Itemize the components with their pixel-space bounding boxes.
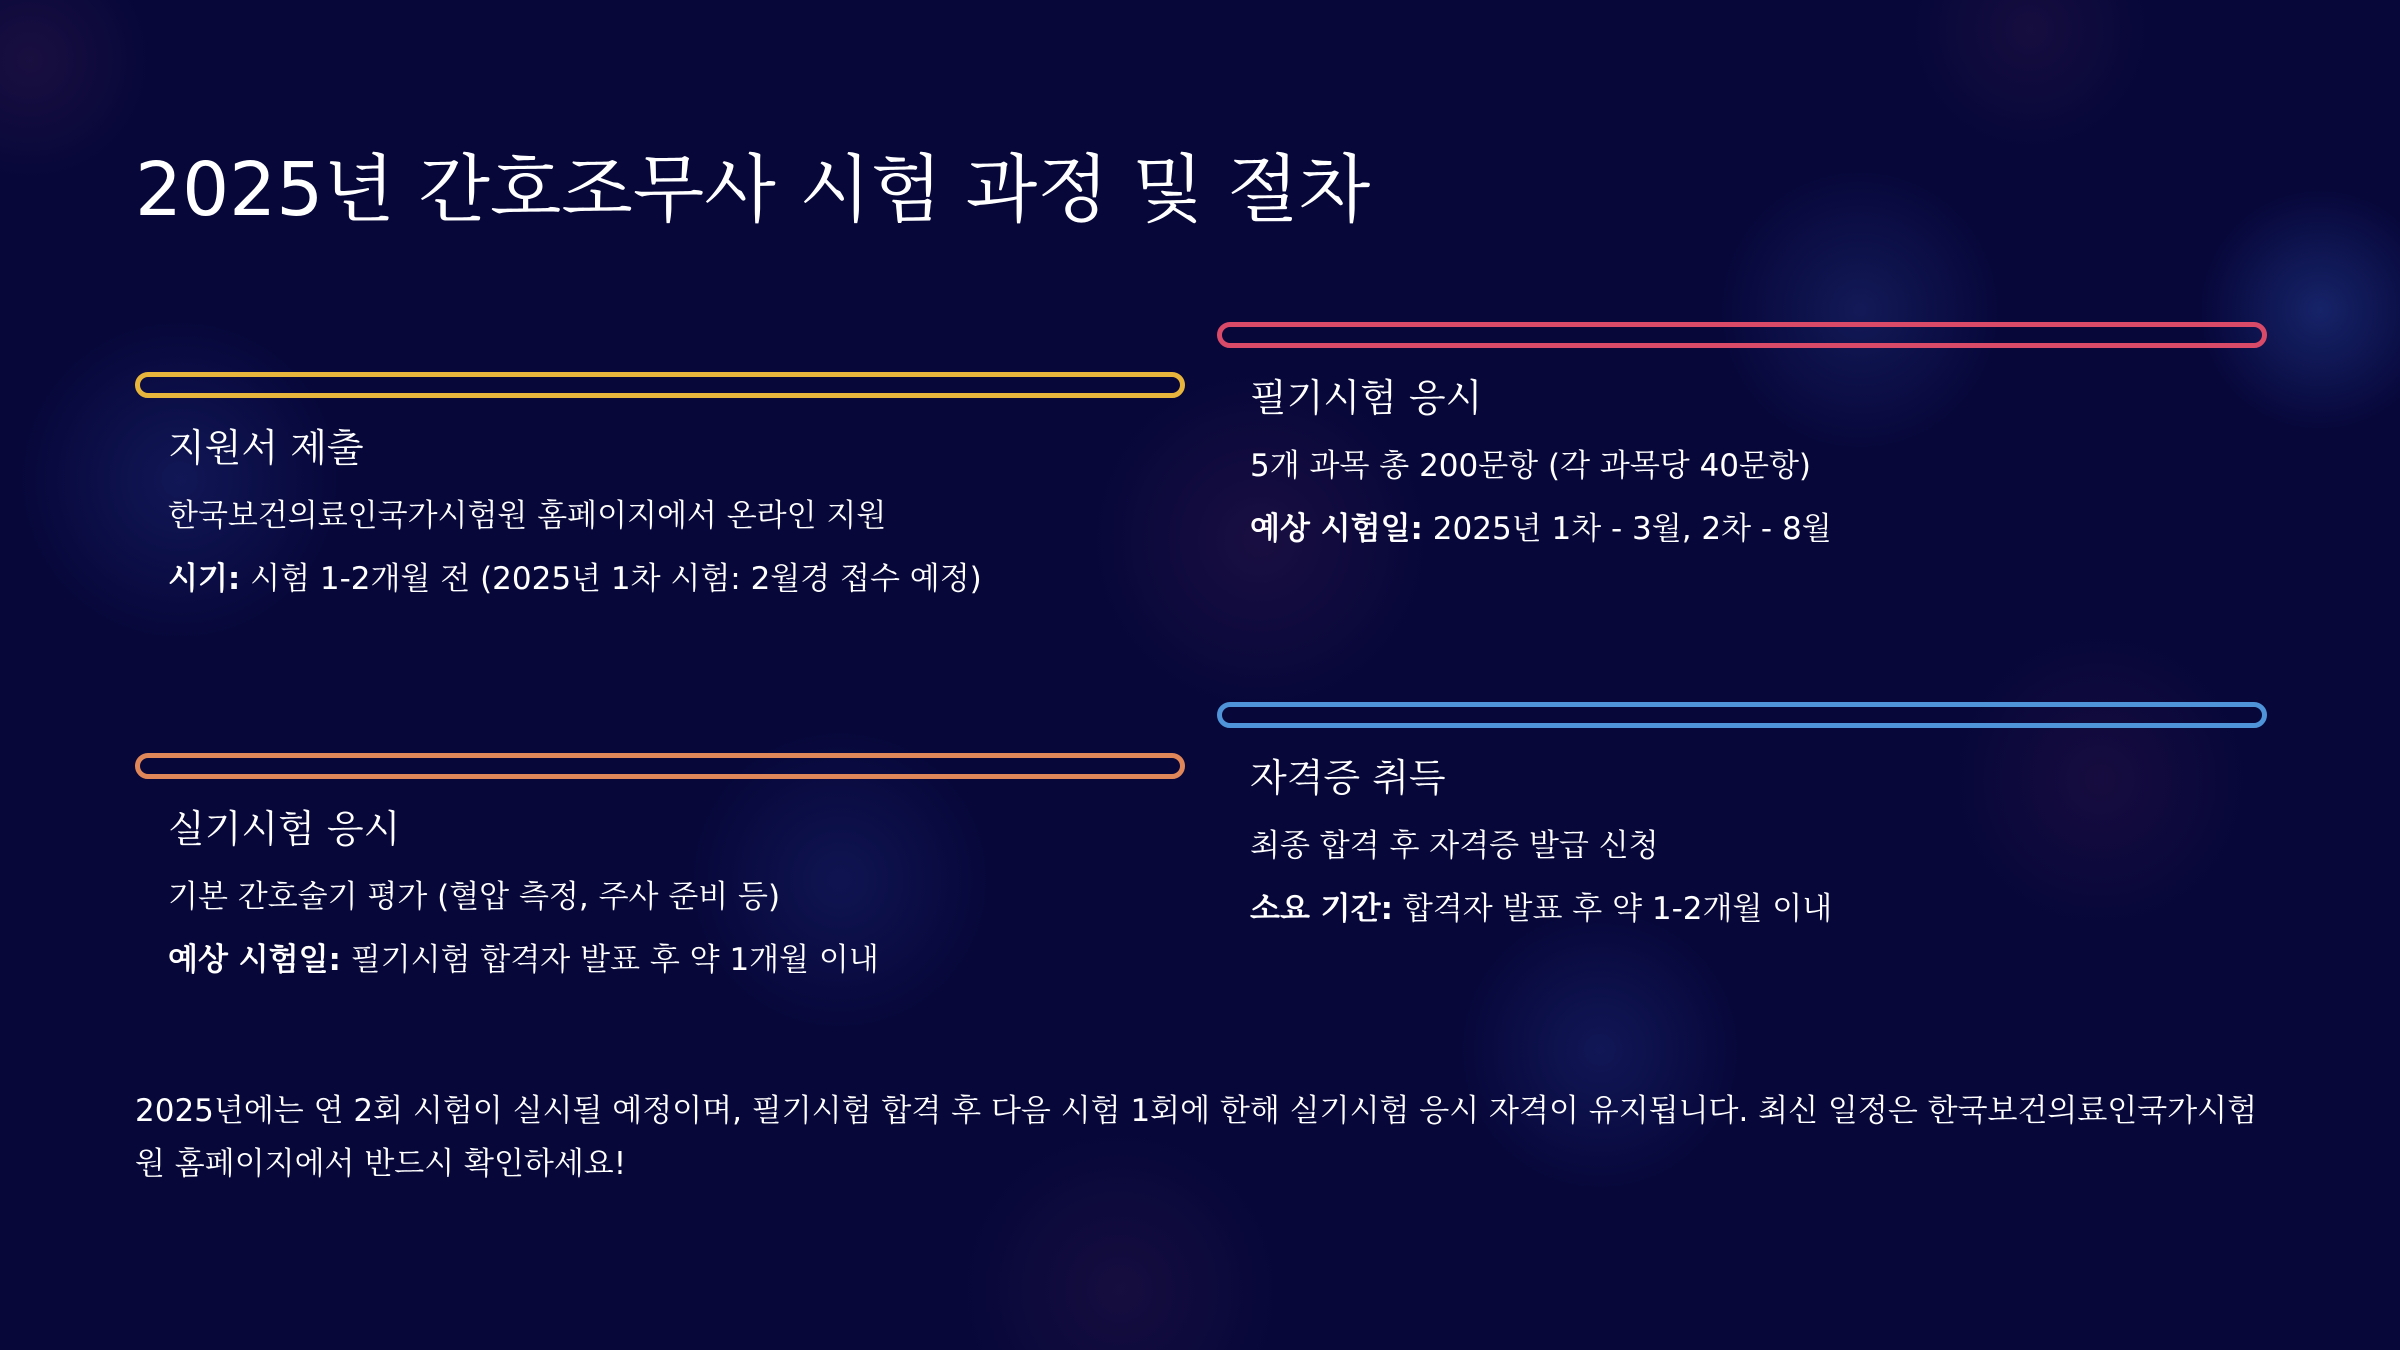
- step-card-license: [1217, 702, 2267, 928]
- step-detail: [168, 561, 1185, 598]
- step-detail: [1250, 891, 2267, 928]
- step-detail-value: 2025년 1차 - 3월, 2차 - 8월: [1422, 510, 1832, 547]
- step-bar-blue: [1217, 702, 2267, 728]
- step-title: 필기시험 응시: [1250, 376, 1483, 420]
- step-detail-label: 예상 시험일:: [1250, 510, 1423, 547]
- step-detail-label: 시기:: [168, 560, 241, 597]
- step-bar-orange: [135, 753, 1185, 779]
- step-detail: [168, 942, 1185, 979]
- step-detail-label: 소요 기간:: [1250, 890, 1393, 927]
- footer-note: 2025년에는 연 2회 시험이 실시될 예정이며, 필기시험 합격 후 다음 시험 1회에 한해 실기시험 응시 자격이 유지됩니다. 최신 일정은 한국보건의료인국가시험원 홈페이지에서 반드시 확인하세요!: [135, 1093, 2258, 1182]
- step-detail-value: 합격자 발표 후 약 1-2개월 이내: [1392, 890, 1833, 927]
- step-card-application: [135, 372, 1185, 598]
- step-title: 자격증 취득: [1250, 756, 1446, 800]
- page-title: 2025년 간호조무사 시험 과정 및 절차: [135, 147, 1371, 233]
- step-card-written-exam: [1217, 322, 2267, 548]
- step-title: 실기시험 응시: [168, 807, 401, 851]
- step-detail: [1250, 511, 2267, 548]
- step-description: 최종 합격 후 자격증 발급 신청: [1250, 827, 1659, 864]
- step-description: 기본 간호술기 평가 (혈압 측정, 주사 준비 등): [168, 878, 781, 915]
- step-description: 한국보건의료인국가시험원 홈페이지에서 온라인 지원: [168, 497, 887, 534]
- step-detail-value: 시험 1-2개월 전 (2025년 1차 시험: 2월경 접수 예정): [240, 560, 982, 597]
- step-title: 지원서 제출: [168, 426, 364, 470]
- step-detail-value: 필기시험 합격자 발표 후 약 1개월 이내: [340, 941, 879, 978]
- step-detail-label: 예상 시험일:: [168, 941, 341, 978]
- step-bar-yellow: [135, 372, 1185, 398]
- step-description: 5개 과목 총 200문항 (각 과목당 40문항): [1250, 447, 1812, 484]
- step-bar-red: [1217, 322, 2267, 348]
- step-card-practical-exam: [135, 753, 1185, 979]
